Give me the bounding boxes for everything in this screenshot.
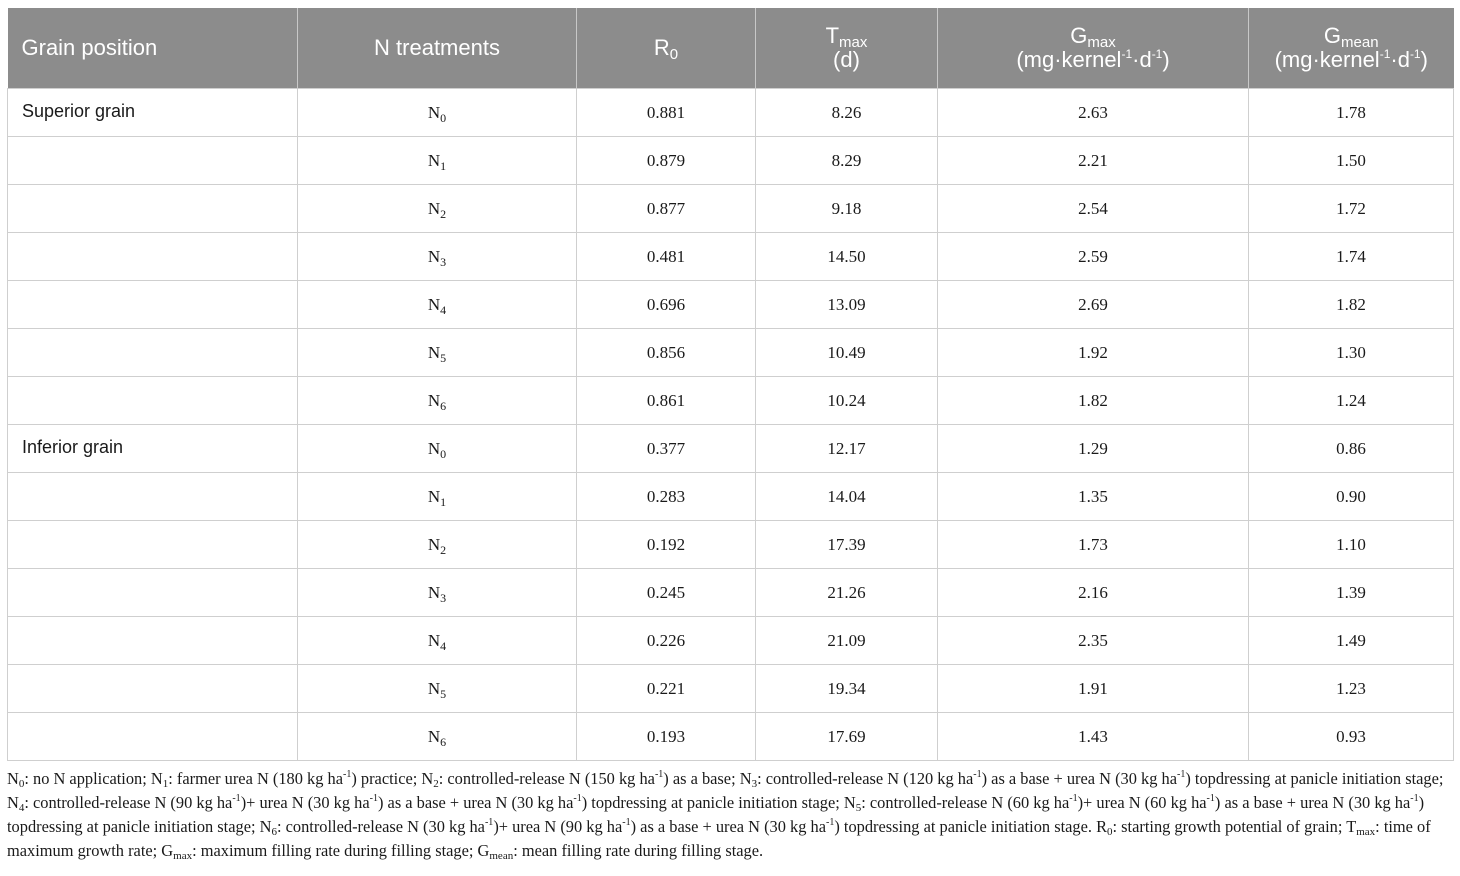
header-n-treatments: N treatments bbox=[298, 8, 577, 89]
header-gmean-main: G bbox=[1323, 23, 1342, 48]
header-gmax bbox=[938, 8, 1249, 89]
table-row bbox=[8, 665, 1454, 713]
cell-r0: 0.856 bbox=[577, 329, 756, 377]
cell-r0: 0.377 bbox=[577, 425, 756, 473]
cell-gmean: 1.82 bbox=[1249, 281, 1454, 329]
cell-gmax: 1.92 bbox=[938, 329, 1249, 377]
cell-n-treatment: $N_5$ bbox=[298, 329, 577, 377]
cell-n-treatment: $N_1$ bbox=[298, 473, 577, 521]
header-gmean-sub: mean bbox=[1341, 34, 1379, 51]
cell-tmax: 8.29 bbox=[756, 137, 938, 185]
table-row bbox=[8, 329, 1454, 377]
cell-n-treatment: $N_6$ bbox=[298, 377, 577, 425]
cell-grain-position bbox=[8, 233, 298, 281]
cell-gmean: 0.86 bbox=[1249, 425, 1454, 473]
cell-grain-position bbox=[8, 569, 298, 617]
table-container bbox=[7, 8, 1453, 863]
cell-r0: 0.861 bbox=[577, 377, 756, 425]
cell-gmax: 2.59 bbox=[938, 233, 1249, 281]
cell-tmax: 17.39 bbox=[756, 521, 938, 569]
cell-gmean: 1.49 bbox=[1249, 617, 1454, 665]
cell-n-treatment: $N_0$ bbox=[298, 89, 577, 137]
cell-gmax: 1.91 bbox=[938, 665, 1249, 713]
cell-gmax: 1.43 bbox=[938, 713, 1249, 761]
table-row bbox=[8, 473, 1454, 521]
cell-r0: 0.881 bbox=[577, 89, 756, 137]
table-row bbox=[8, 137, 1454, 185]
header-tmax-unit: (d) bbox=[833, 47, 860, 72]
table-body bbox=[8, 89, 1454, 761]
header-gmean-unit: $(mg\cdot kernel^{-1}\cdot d^{-1})$ bbox=[1274, 47, 1428, 72]
cell-r0: 0.696 bbox=[577, 281, 756, 329]
table-row bbox=[8, 185, 1454, 233]
cell-r0: 0.192 bbox=[577, 521, 756, 569]
table-row bbox=[8, 521, 1454, 569]
cell-grain-position bbox=[8, 377, 298, 425]
cell-tmax: 10.24 bbox=[756, 377, 938, 425]
table-footnote: $N_0$: no N application; $N_1$: farmer urea N (180 kg $ha^{-1}$) practice; $N_2$: controlled-release N (150 kg $ha^{-1}$) as a base; $N_3$: controlled-release N (120 kg $ha^{-1}$) as a base + urea N (30 kg $ha^{-1}$) topdressing at panicle initiation stage; $N_4$: controlled-release N (90 kg $ha^{-1})+$ urea N (30 kg $ha^{-1}$) as a base + urea N (30 kg $ha^{-1}$) topdressing at panicle initiation stage; $N_5$: controlled-release N (60 kg $ha^{-1})+$ urea N (60 kg $ha^{-1}$) as a base + urea N (30 kg $ha^{-1}$) topdressing at panicle initiation stage; $N_6$: controlled-release N (30 kg $ha^{-1})+$ urea N (90 kg $ha^{-1}$) as a base + urea N (30 kg $ha^{-1}$) topdressing at panicle initiation stage. $R_0$: starting growth potential of grain; $T_{max}$: time of maximum growth rate; $G_{max}$: maximum filling rate during filling stage; $G_{mean}$: mean filling rate during filling stage. bbox=[7, 769, 1444, 862]
header-grain-position: Grain position bbox=[8, 8, 298, 89]
cell-gmean: 0.90 bbox=[1249, 473, 1454, 521]
cell-r0: 0.221 bbox=[577, 665, 756, 713]
cell-tmax: 17.69 bbox=[756, 713, 938, 761]
table-row bbox=[8, 617, 1454, 665]
table-row bbox=[8, 281, 1454, 329]
cell-n-treatment: $N_3$ bbox=[298, 569, 577, 617]
header-gmean bbox=[1249, 8, 1454, 89]
cell-gmax: 2.21 bbox=[938, 137, 1249, 185]
cell-gmean: 0.93 bbox=[1249, 713, 1454, 761]
cell-gmean: 1.23 bbox=[1249, 665, 1454, 713]
cell-n-treatment: $N_3$ bbox=[298, 233, 577, 281]
cell-gmean: 1.78 bbox=[1249, 89, 1454, 137]
cell-gmean: 1.30 bbox=[1249, 329, 1454, 377]
cell-n-treatment: $N_5$ bbox=[298, 665, 577, 713]
table-row bbox=[8, 377, 1454, 425]
table-row bbox=[8, 89, 1454, 137]
cell-r0: 0.226 bbox=[577, 617, 756, 665]
cell-gmean: 1.50 bbox=[1249, 137, 1454, 185]
cell-grain-position bbox=[8, 665, 298, 713]
cell-n-treatment: $N_4$ bbox=[298, 281, 577, 329]
cell-gmax: 1.82 bbox=[938, 377, 1249, 425]
table-header-row bbox=[8, 8, 1454, 89]
table-row bbox=[8, 569, 1454, 617]
cell-grain-position bbox=[8, 137, 298, 185]
cell-n-treatment: $N_0$ bbox=[298, 425, 577, 473]
cell-n-treatment: $N_4$ bbox=[298, 617, 577, 665]
header-tmax bbox=[756, 8, 938, 89]
header-r0-main: R bbox=[653, 35, 670, 60]
cell-grain-position bbox=[8, 521, 298, 569]
cell-gmax: 1.73 bbox=[938, 521, 1249, 569]
header-tmax-main: T bbox=[825, 23, 840, 48]
table-row bbox=[8, 713, 1454, 761]
cell-gmean: 1.72 bbox=[1249, 185, 1454, 233]
cell-n-treatment: $N_2$ bbox=[298, 521, 577, 569]
cell-r0: 0.877 bbox=[577, 185, 756, 233]
cell-r0: 0.193 bbox=[577, 713, 756, 761]
cell-gmean: 1.24 bbox=[1249, 377, 1454, 425]
cell-tmax: 14.50 bbox=[756, 233, 938, 281]
cell-tmax: 12.17 bbox=[756, 425, 938, 473]
cell-grain-position bbox=[8, 329, 298, 377]
cell-gmean: 1.74 bbox=[1249, 233, 1454, 281]
cell-grain-position: Inferior grain bbox=[8, 425, 298, 473]
cell-tmax: 21.09 bbox=[756, 617, 938, 665]
cell-gmean: 1.10 bbox=[1249, 521, 1454, 569]
cell-gmean: 1.39 bbox=[1249, 569, 1454, 617]
cell-tmax: 13.09 bbox=[756, 281, 938, 329]
header-gmax-unit: $(mg\cdot kernel^{-1}\cdot d^{-1})$ bbox=[1016, 47, 1170, 72]
cell-r0: 0.245 bbox=[577, 569, 756, 617]
cell-n-treatment: $N_2$ bbox=[298, 185, 577, 233]
cell-grain-position bbox=[8, 185, 298, 233]
header-gmax-main: G bbox=[1070, 23, 1088, 48]
cell-gmax: 1.35 bbox=[938, 473, 1249, 521]
table-row bbox=[8, 233, 1454, 281]
cell-gmax: 2.63 bbox=[938, 89, 1249, 137]
cell-grain-position bbox=[8, 473, 298, 521]
header-r0 bbox=[577, 8, 756, 89]
cell-tmax: 21.26 bbox=[756, 569, 938, 617]
cell-grain-position: Superior grain bbox=[8, 89, 298, 137]
cell-tmax: 19.34 bbox=[756, 665, 938, 713]
table-row bbox=[8, 425, 1454, 473]
cell-n-treatment: $N_1$ bbox=[298, 137, 577, 185]
cell-r0: 0.283 bbox=[577, 473, 756, 521]
cell-tmax: 8.26 bbox=[756, 89, 938, 137]
cell-gmax: 1.29 bbox=[938, 425, 1249, 473]
cell-n-treatment: $N_6$ bbox=[298, 713, 577, 761]
cell-gmax: 2.69 bbox=[938, 281, 1249, 329]
cell-tmax: 14.04 bbox=[756, 473, 938, 521]
data-table bbox=[7, 8, 1454, 761]
cell-grain-position bbox=[8, 281, 298, 329]
cell-tmax: 10.49 bbox=[756, 329, 938, 377]
cell-gmax: 2.35 bbox=[938, 617, 1249, 665]
cell-grain-position bbox=[8, 617, 298, 665]
cell-grain-position bbox=[8, 713, 298, 761]
cell-r0: 0.481 bbox=[577, 233, 756, 281]
header-gmax-sub: max bbox=[1087, 34, 1116, 51]
header-tmax-sub: max bbox=[839, 34, 868, 51]
cell-r0: 0.879 bbox=[577, 137, 756, 185]
cell-tmax: 9.18 bbox=[756, 185, 938, 233]
cell-gmax: 2.16 bbox=[938, 569, 1249, 617]
cell-gmax: 2.54 bbox=[938, 185, 1249, 233]
header-r0-sub: 0 bbox=[669, 46, 679, 63]
